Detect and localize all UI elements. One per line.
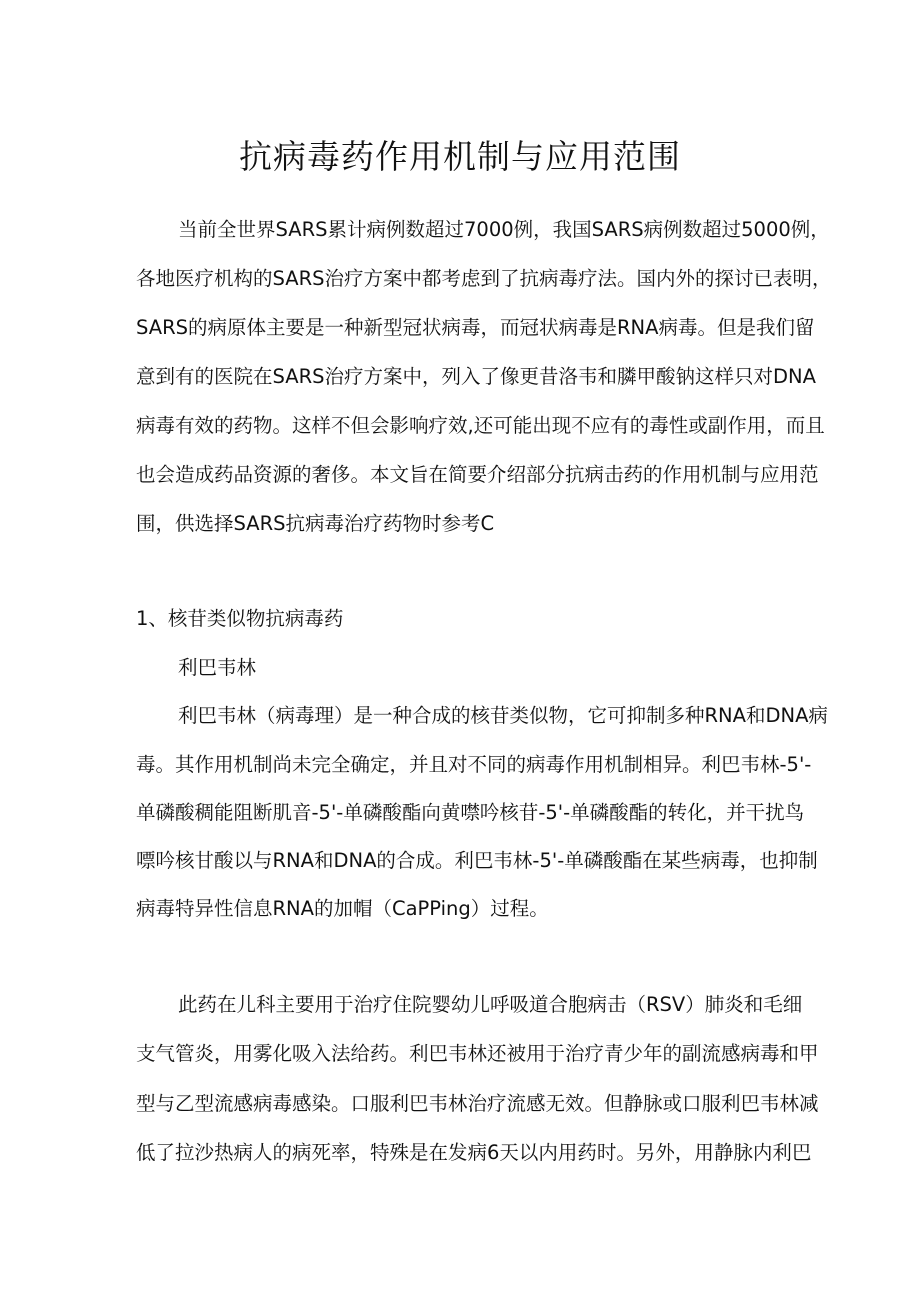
para2-line-4: 嘌吟核甘酸以与RNA和DNA的合成。利巴韦林-5'-单磷酸酯在某些病毒，也抑制 [136, 849, 818, 872]
intro-line-3: SARS的病原体主要是一种新型冠状病毒，而冠状病毒是RNA病毒。但是我们留 [136, 316, 815, 339]
section-heading: 1、核苷类似物抗病毒药 [136, 607, 344, 630]
para2-line-3: 单磷酸稠能阻断肌音-5'-单磷酸酯向黄噤吟核苷-5'-单磷酸酯的转化，并干扰鸟 [136, 801, 805, 824]
para2-line-1: 利巴韦林（病毒理）是一种合成的核苷类似物，它可抑制多种RNA和DNA病 [178, 704, 828, 727]
para3-line-1: 此药在儿科主要用于治疗住院婴幼儿呼吸道合胞病击（RSV）肺炎和毛细 [178, 993, 803, 1016]
document-title: 抗病毒药作用机制与应用范围 [239, 137, 681, 176]
intro-line-1: 当前全世界SARS累计病例数超过7000例，我国SARS病例数超过5000例， [178, 218, 830, 241]
para2-line-2: 毒。其作用机制尚未完全确定，并且对不同的病毒作用机制相异。利巴韦林-5'- [136, 753, 812, 776]
para3-line-3: 型与乙型流感病毒感染。口服利巴韦林治疗流感无效。但静脉或口服利巴韦林减 [136, 1092, 819, 1115]
para3-line-2: 支气管炎，用雾化吸入法给药。利巴韦林还被用于治疗青少年的副流感病毒和甲 [136, 1042, 819, 1065]
intro-line-4: 意到有的医院在SARS治疗方案中，列入了像更昔洛韦和膦甲酸钠这样只对DNA [136, 365, 816, 388]
intro-line-6: 也会造成药品资源的奢侈。本文旨在简要介绍部分抗病击药的作用机制与应用范 [136, 463, 819, 486]
intro-line-2: 各地医疗机构的SARS治疗方案中都考虑到了抗病毒疗法。国内外的探讨已表明， [136, 267, 832, 290]
para2-line-5: 病毒特异性信息RNA的加帽（CaPPing）过程。 [136, 897, 549, 920]
intro-line-7: 围，供选择SARS抗病毒治疗药物时参考C [136, 512, 495, 535]
subsection-title: 利巴韦林 [178, 656, 257, 679]
intro-line-5: 病毒有效的药物。这样不但会影响疗效,还可能出现不应有的毒性或副作用，而且 [136, 414, 825, 437]
para3-line-4: 低了拉沙热病人的病死率，特殊是在发病6天以内用药时。另外，用静脉内利巴 [136, 1141, 812, 1164]
